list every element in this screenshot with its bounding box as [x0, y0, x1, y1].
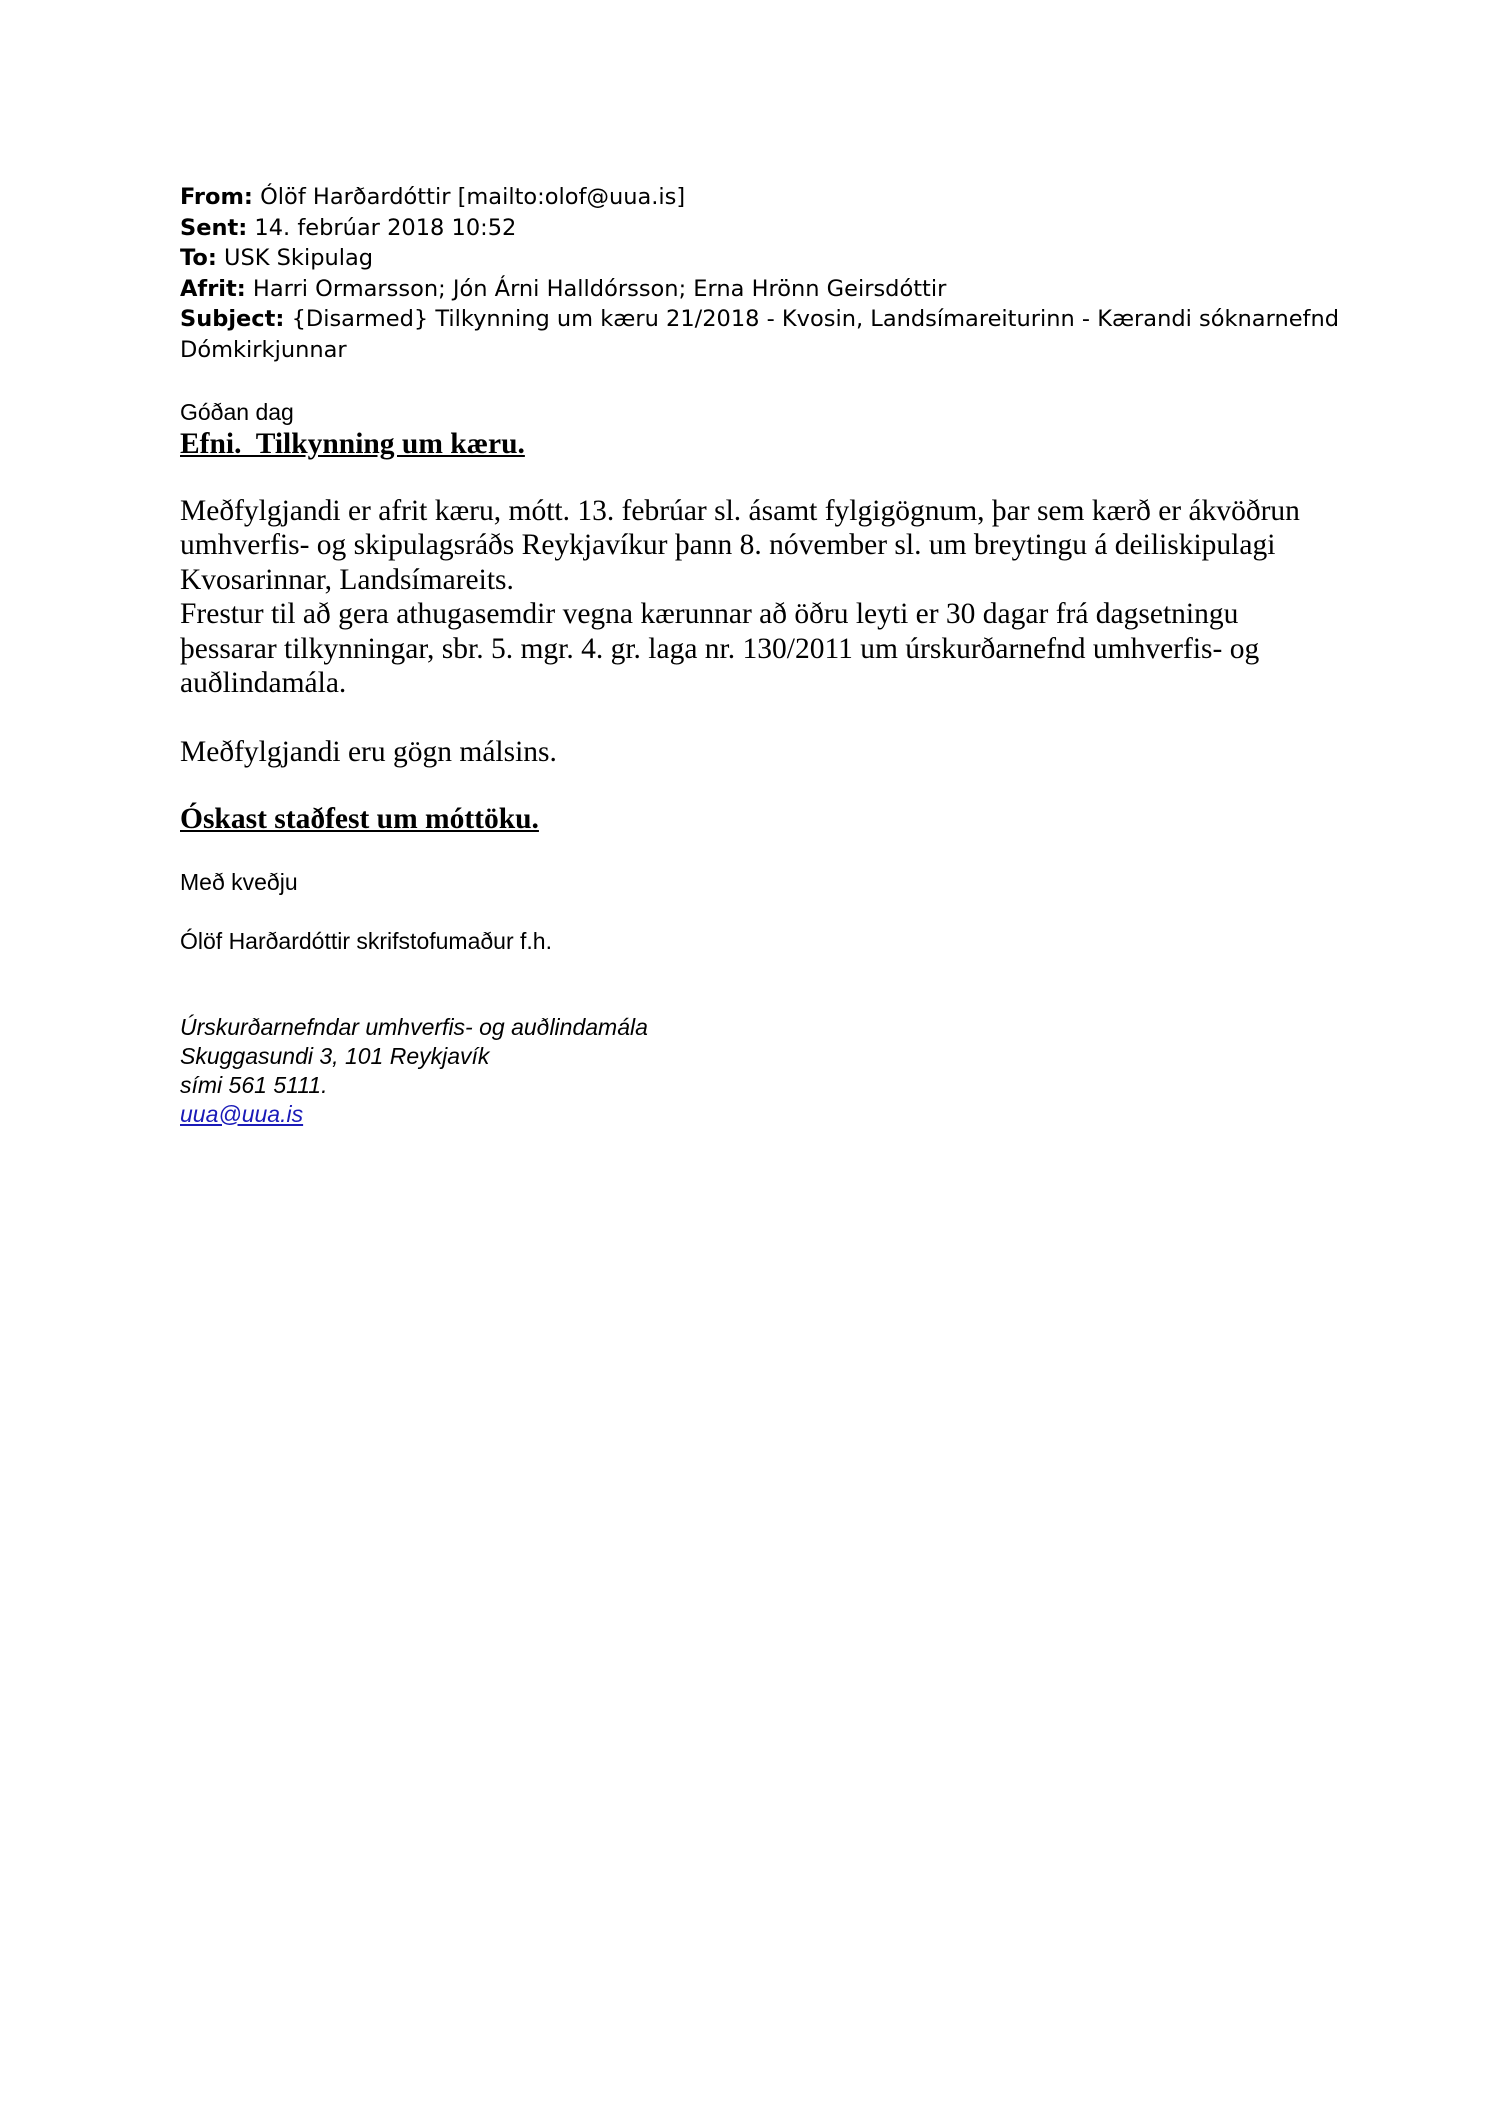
subject-value: {Disarmed} Tilkynning um kæru 21/2018 - Kvosin, Landsímareiturinn - Kærandi sóknarnefnd Dómkirkjunnar: [180, 306, 1340, 363]
signature-org: Úrskurðarnefndar umhverfis- og auðlindamála: [180, 1013, 648, 1040]
closing-regards: Með kveðju: [180, 868, 298, 895]
subject-label: Subject:: [180, 306, 285, 332]
greeting: Góðan dag: [180, 399, 294, 425]
to-row: [180, 243, 1340, 274]
cc-row: [180, 274, 1340, 305]
subject-row: [180, 304, 1340, 365]
signature-address: Skuggasundi 3, 101 Reykjavík: [180, 1042, 490, 1069]
paragraph-deadline: Frestur til að gera athugasemdir vegna kærunnar að öðru leyti er 30 dagar frá dagsetningu þessarar tilkynningar, sbr. 5. mgr. 4. gr. laga nr. 130/2011 um úrskurðarnefnd umhverfis- og auðlindamála.: [180, 598, 1260, 699]
confirmation-request: Óskast staðfest um móttöku.: [180, 803, 539, 835]
from-value: Ólöf Harðardóttir [mailto:olof@uua.is]: [260, 184, 686, 210]
cc-value: Harri Ormarsson; Jón Árni Halldórsson; Erna Hrönn Geirsdóttir: [252, 275, 947, 302]
paragraph-notice: Meðfylgjandi er afrit kæru, mótt. 13. febrúar sl. ásamt fylgigögnum, þar sem kærð er ákvöðrun umhverfis- og skipulagsráðs Reykjavíkur þann 8. nóvember sl. um breytingu á deiliskipulagi Kvosarinnar, Landsímareits.: [180, 494, 1300, 596]
email-header: [180, 182, 1340, 365]
from-row: [180, 182, 1340, 213]
from-label: From:: [180, 184, 253, 210]
signature-phone: sími 561 5111.: [180, 1071, 328, 1098]
attachments-line: Meðfylgjandi eru gögn málsins.: [180, 735, 557, 768]
signature-block: [180, 1013, 1340, 1129]
cc-label: Afrit:: [180, 275, 246, 302]
signer-name: Ólöf Harðardóttir skrifstofumaður f.h.: [180, 927, 552, 954]
signature-email-link[interactable]: uua@uua.is: [180, 1100, 304, 1127]
to-label: To:: [180, 245, 217, 271]
sent-label: Sent:: [180, 214, 248, 241]
letter-subject: Efni. Tilkynning um kæru.: [180, 428, 525, 460]
sent-row: [180, 213, 1340, 244]
letter-body: [180, 494, 1340, 701]
sent-value: 14. febrúar 2018 10:52: [254, 214, 517, 241]
to-value: USK Skipulag: [223, 245, 374, 271]
email-document: [180, 182, 1340, 1129]
